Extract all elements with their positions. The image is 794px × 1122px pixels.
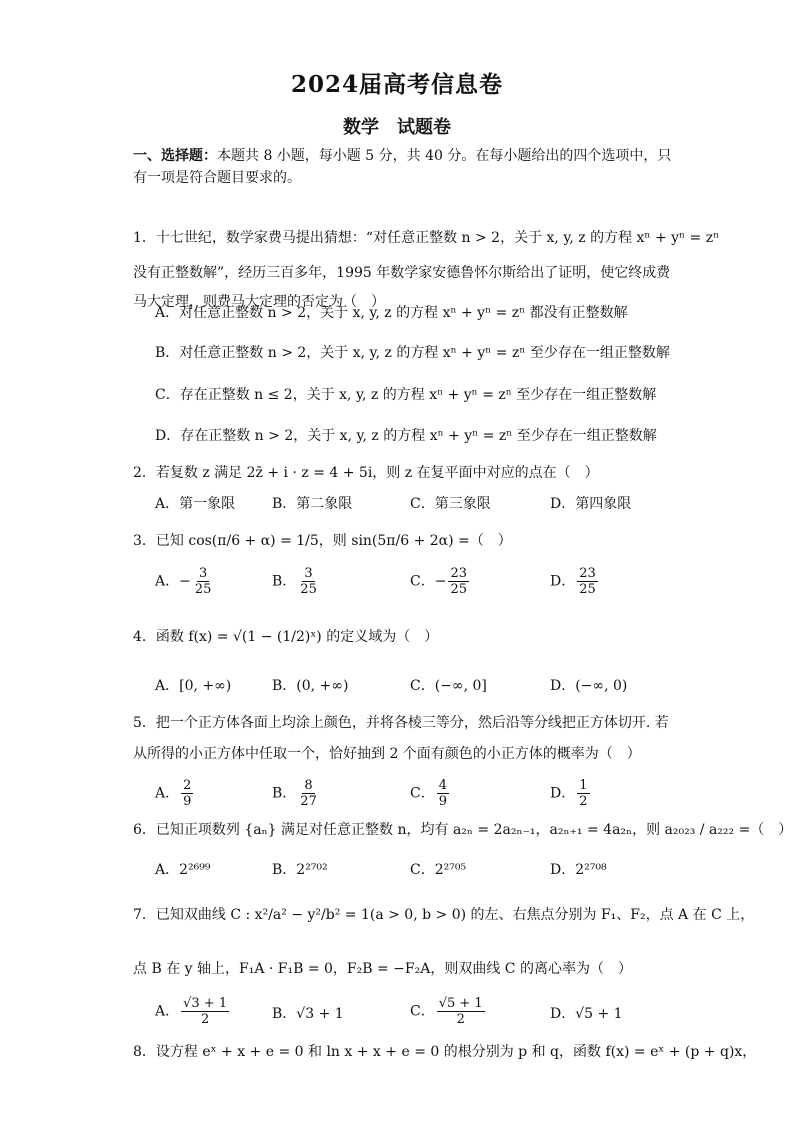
q5-c-den: 9 — [438, 794, 447, 809]
q6-option-b: B．2²⁷⁰² — [272, 862, 328, 878]
q3-option-c — [410, 566, 471, 597]
q1-option-d: D．存在正整数 n > 2，关于 x, y, z 的方程 xⁿ + yⁿ = zⁿ 至少存在一组正整数解 — [155, 428, 657, 444]
q3-b-den: 25 — [300, 582, 317, 597]
q5-b-label: B． — [272, 785, 297, 802]
q5-d-num: 1 — [579, 778, 588, 793]
q1-option-b: B．对任意正整数 n > 2，关于 x, y, z 的方程 xⁿ + yⁿ = zⁿ 至少存在一组正整数解 — [155, 345, 670, 361]
q3-c-fraction — [448, 566, 469, 597]
q7-line1: 7．已知双曲线 C : x²/a² − y²/b² = 1(a > 0, b > 0) 的左、右焦点分别为 F₁、F₂，点 A 在 C 上， — [133, 907, 755, 923]
section-intro-line1 — [133, 146, 671, 166]
q4-option-d: D．(−∞, 0) — [550, 678, 628, 694]
q1-line1: 1．十七世纪，数学家费马提出猜想：“对任意正整数 n > 2，关于 x, y, z 的方程 xⁿ + yⁿ = zⁿ — [133, 230, 720, 246]
q4-option-c: C．(−∞, 0] — [410, 678, 487, 694]
q5-line2: 从所得的小正方体中任取一个，恰好抽到 2 个面有颜色的小正方体的概率为（ ） — [133, 746, 641, 762]
q7-c-fraction — [437, 996, 485, 1027]
q3-option-b — [272, 566, 321, 597]
q2-option-a: A．第一象限 — [155, 496, 236, 512]
exam-subtitle: 数学 试题卷 — [343, 117, 451, 138]
q3-d-num: 23 — [579, 566, 596, 581]
q4-option-b: B．(0, +∞) — [272, 678, 349, 694]
q5-a-label: A． — [155, 785, 180, 802]
q7-c-label: C． — [410, 1003, 435, 1020]
q5-b-num: 8 — [304, 778, 313, 793]
q5-option-a — [155, 778, 195, 809]
q7-option-c — [410, 996, 487, 1027]
q3-c-num: 23 — [450, 566, 467, 581]
q3-a-den: 25 — [194, 582, 212, 597]
q6-option-a: A．2²⁶⁹⁹ — [155, 862, 211, 878]
q7-line2: 点 B 在 y 轴上，F₁A · F₁B = 0，F₂B = −F₂A，则双曲线 C 的离心率为（ ） — [133, 961, 632, 977]
q3-c-label: C． — [410, 573, 435, 590]
q6-option-d: D．2²⁷⁰⁸ — [550, 862, 607, 878]
q4-option-a: A．[0, +∞) — [155, 678, 232, 694]
exam-title: 2024届高考信息卷 — [290, 71, 503, 98]
q5-a-fraction — [181, 778, 193, 809]
q3-b-fraction — [298, 566, 319, 597]
q5-c-label: C． — [410, 785, 435, 802]
q5-c-fraction — [437, 778, 449, 809]
q3-stem: 3．已知 cos(π/6 + α) = 1/5，则 sin(5π/6 + 2α) =（ ） — [133, 533, 512, 549]
q2-stem: 2．若复数 z 满足 2z̄ + i · z = 4 + 5i，则 z 在复平面中对应的点在（ ） — [133, 465, 599, 481]
q7-c-num: √5 + 1 — [438, 996, 483, 1011]
q3-b-num: 3 — [304, 566, 313, 581]
q2-option-c: C．第三象限 — [410, 496, 491, 512]
q7-option-a — [155, 996, 231, 1027]
q7-a-fraction — [181, 996, 229, 1027]
q4-stem: 4．函数 f(x) = √(1 − (1/2)ˣ) 的定义域为（ ） — [133, 629, 439, 645]
q7-a-den: 2 — [200, 1012, 210, 1027]
q5-option-b — [272, 778, 321, 809]
q3-c-sign: − — [434, 573, 447, 590]
q3-d-den: 25 — [579, 582, 596, 597]
section-intro-line2: 有一项是符合题目要求的。 — [133, 170, 301, 186]
q5-d-label: D． — [550, 785, 576, 802]
q3-a-fraction — [193, 566, 214, 597]
q3-option-a — [155, 566, 215, 597]
q6-stem: 6．已知正项数列 {aₙ} 满足对任意正整数 n，均有 a₂ₙ = 2a₂ₙ₋₁，a₂ₙ₊₁ = 4a₂ₙ，则 a₂₀₂₃ / a₂₂₂ =（ ） — [133, 822, 793, 838]
q5-a-den: 9 — [183, 794, 192, 809]
q6-option-c: C．2²⁷⁰⁵ — [410, 862, 467, 878]
q5-b-den: 27 — [300, 794, 317, 809]
q7-option-d: D．√5 + 1 — [550, 1006, 623, 1022]
q3-a-num: 3 — [198, 566, 208, 581]
q3-d-label: D． — [550, 573, 576, 590]
q3-d-fraction — [577, 566, 598, 597]
q3-c-den: 25 — [450, 582, 467, 597]
q7-a-num: √3 + 1 — [183, 996, 228, 1011]
q2-option-d: D．第四象限 — [550, 496, 632, 512]
q1-line2: 没有正整数解”，经历三百多年，1995 年数学家安德鲁怀尔斯给出了证明，使它终成费 — [133, 265, 671, 281]
q1-option-a: A．对任意正整数 n > 2，关于 x, y, z 的方程 xⁿ + yⁿ = zⁿ 都没有正整数解 — [155, 305, 628, 321]
q7-option-b: B．√3 + 1 — [272, 1006, 344, 1022]
q5-c-num: 4 — [438, 778, 447, 793]
q5-d-fraction — [577, 778, 589, 809]
q3-a-label: A． — [155, 573, 180, 590]
section-heading: 一、选择题： — [133, 148, 217, 164]
q5-option-d — [550, 778, 592, 809]
q5-d-den: 2 — [579, 794, 588, 809]
q3-option-d — [550, 566, 600, 597]
q5-line1: 5．把一个正方体各面上均涂上颜色，并将各棱三等分，然后沿等分线把正方体切开. 若 — [133, 715, 669, 731]
q5-b-fraction — [298, 778, 319, 809]
q1-line3: 马大定理，则费马大定理的否定为（ ） — [133, 294, 385, 310]
q3-a-sign: − — [179, 573, 191, 590]
q3-b-label: B． — [272, 573, 297, 590]
q7-c-den: 2 — [456, 1012, 465, 1027]
q1-option-c: C．存在正整数 n ≤ 2，关于 x, y, z 的方程 xⁿ + yⁿ = zⁿ 至少存在一组正整数解 — [155, 387, 657, 403]
q8-line1: 8．设方程 eˣ + x + e = 0 和 ln x + x + e = 0 的根分别为 p 和 q，函数 f(x) = eˣ + (p + q)x， — [133, 1044, 757, 1060]
section-intro-text: 本题共 8 小题，每小题 5 分，共 40 分。在每小题给出的四个选项中，只 — [217, 148, 672, 164]
q5-option-c — [410, 778, 451, 809]
q5-a-num: 2 — [183, 778, 192, 793]
q7-a-label: A． — [155, 1003, 180, 1020]
q2-option-b: B．第二象限 — [272, 496, 353, 512]
